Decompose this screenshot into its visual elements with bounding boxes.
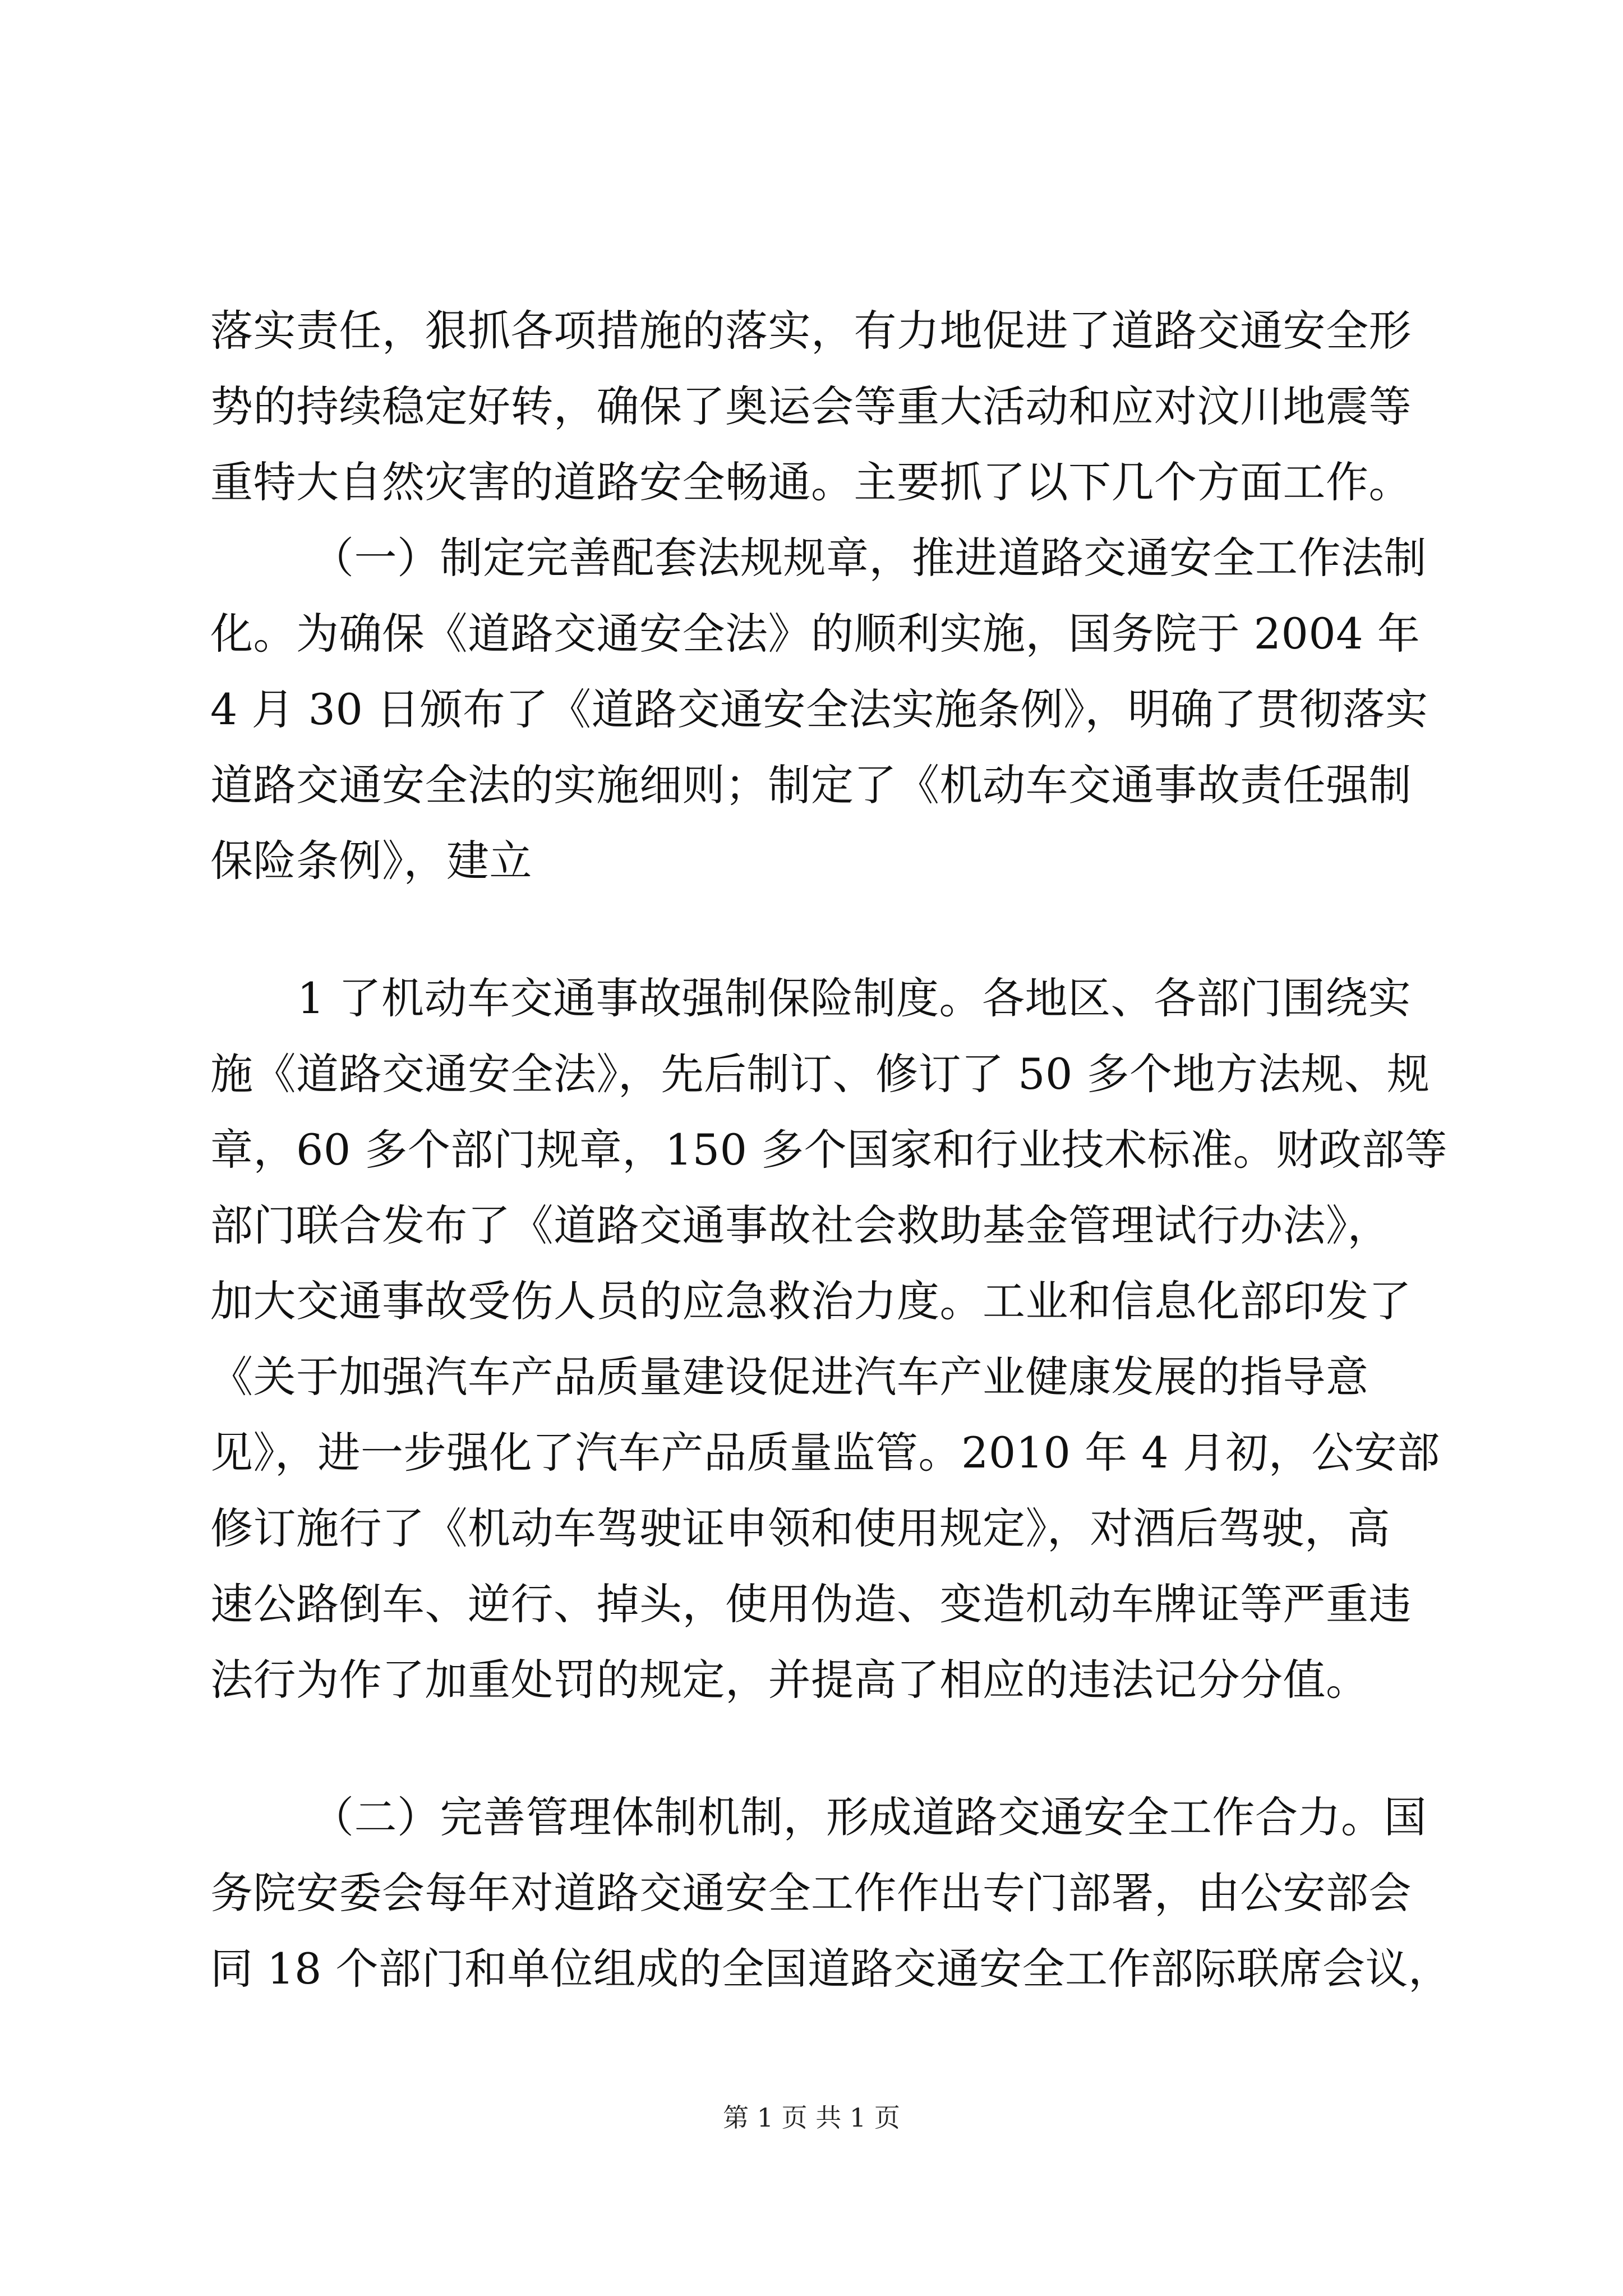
text-line: 势的持续稳定好转，确保了奥运会等重大活动和应对汶川地震等 [210, 381, 1412, 431]
text-line: 部门联合发布了《道路交通事故社会救助基金管理试行办法》， [210, 1200, 1390, 1250]
text-line: 《关于加强汽车产品质量建设促进汽车产业健康发展的指导意 [210, 1352, 1369, 1402]
text-line: 速公路倒车、逆行、掉头，使用伪造、变造机动车牌证等严重违 [210, 1579, 1412, 1629]
text-line: 同 18 个部门和单位组成的全国道路交通安全工作部际联席会议， [210, 1944, 1451, 1994]
text-line: 4 月 30 日颁布了《道路交通安全法实施条例》，明确了贯彻落实 [210, 684, 1428, 734]
page-footer: 第 1 页 共 1 页 [723, 2102, 900, 2133]
text-line: 重特大自然灾害的道路安全畅通。主要抓了以下几个方面工作。 [210, 457, 1412, 507]
section-heading-line: （二）完善管理体制机制，形成道路交通安全工作合力。国 [311, 1792, 1427, 1842]
paragraph-start-line: 1 了机动车交通事故强制保险制度。各地区、各部门围绕实 [297, 973, 1412, 1023]
text-line: 法行为作了加重处罚的规定，并提高了相应的违法记分分值。 [210, 1655, 1369, 1705]
text-line: 保险条例》，建立 [210, 836, 532, 886]
text-line: 化。为确保《道路交通安全法》的顺利实施，国务院于 2004 年 [210, 609, 1421, 659]
text-line: 修订施行了《机动车驾驶证申领和使用规定》，对酒后驾驶，高 [210, 1503, 1390, 1553]
section-heading-line: （一）制定完善配套法规规章，推进道路交通安全工作法制 [311, 533, 1427, 583]
text-line: 见》，进一步强化了汽车产品质量监管。2010 年 4 月初，公安部 [210, 1428, 1440, 1478]
text-line: 道路交通安全法的实施细则；制定了《机动车交通事故责任强制 [210, 760, 1412, 810]
text-line: 章，60 多个部门规章，150 多个国家和行业技术标准。财政部等 [210, 1125, 1448, 1175]
text-line: 落实责任，狠抓各项措施的落实，有力地促进了道路交通安全形 [210, 306, 1412, 356]
text-line: 施《道路交通安全法》，先后制订、修订了 50 多个地方法规、规 [210, 1049, 1430, 1099]
text-line: 加大交通事故受伤人员的应急救治力度。工业和信息化部印发了 [210, 1276, 1412, 1326]
text-line: 务院安委会每年对道路交通安全工作作出专门部署，由公安部会 [210, 1868, 1412, 1918]
